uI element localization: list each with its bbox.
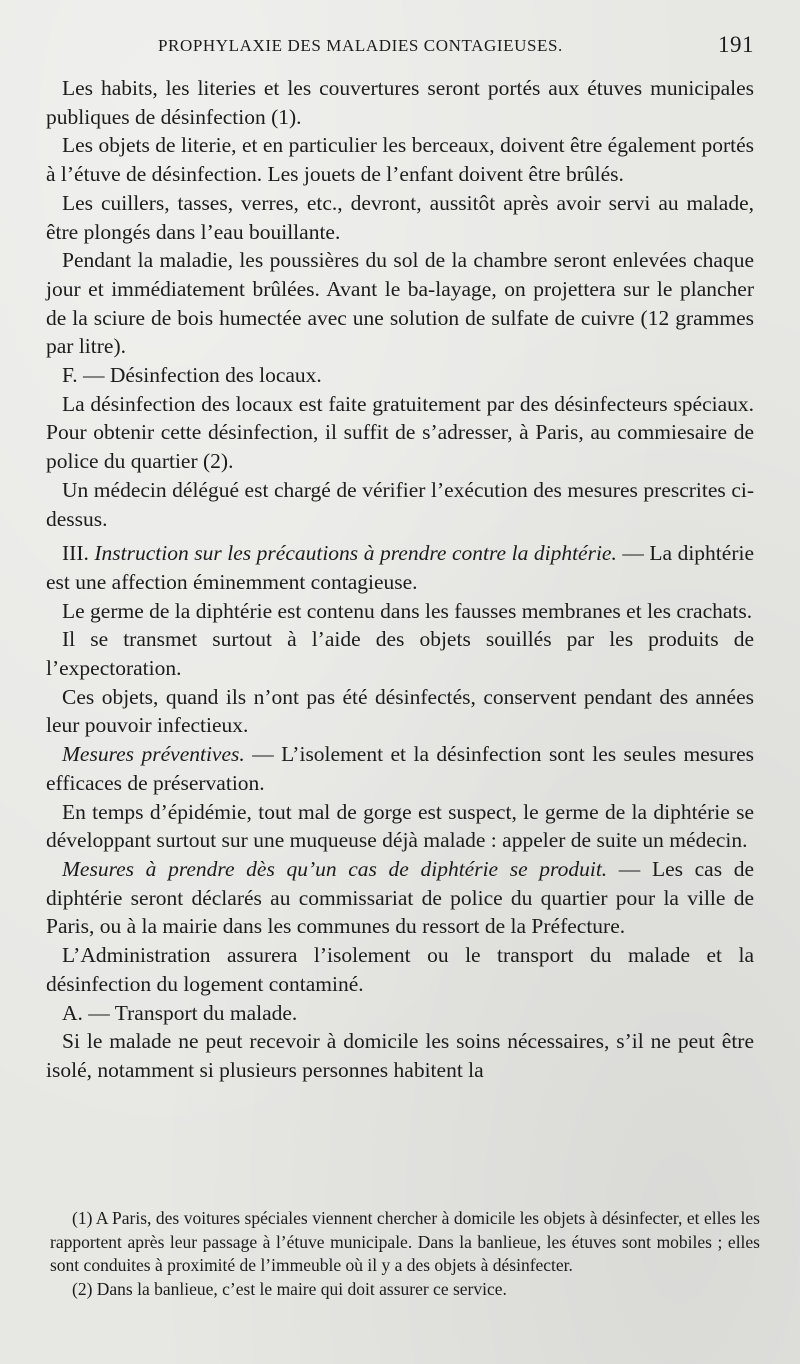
- section-title: Instruction sur les précautions à prendre contre la diphtérie.: [94, 541, 617, 566]
- paragraph: L’Administration assurera l’isolement ou le transport du malade et la désinfection du logement contaminé.: [46, 943, 754, 996]
- paragraph: Les objets de literie, et en particulier les berceaux, doivent être également portés à l’étuve de désinfection. Les jouets de l’enfant doivent être brûlés.: [46, 133, 754, 187]
- paragraph-text: — Les cas de diphtérie seront déclarés au commissariat de police du quartier pour la ville de Paris, ou à la mairie dans les communes du ressort de la Préfecture.: [46, 856, 754, 939]
- paragraph: Les cuillers, tasses, verres, etc., devront, aussitôt après avoir servi au malade, être plongés dans l’eau bouillante.: [46, 190, 754, 244]
- paragraph: La désinfection des locaux est faite gratuitement par des désinfecteurs spéciaux. Pour obtenir cette désinfection, il suffit de s’adresser, à Paris, au commiesaire de police du quartier (2).: [46, 391, 754, 474]
- subsection-heading: A. — Transport du malade.: [62, 1000, 298, 1025]
- paragraph: Ces objets, quand ils n’ont pas été désinfectés, conservent pendant des années leur pouvoir infectieux.: [46, 684, 754, 738]
- section-heading-paragraph: [46, 539, 754, 596]
- running-header: [46, 32, 754, 62]
- paragraph: [46, 855, 754, 941]
- footnotes: [50, 1207, 760, 1301]
- footnote-1: (1) A Paris, des voitures spéciales viennent chercher à domicile les objets à désinfecter, et elles les rapportent après leur passage à l’étuve municipale. Dans la banlieue, les étuves sont mobiles ; elles sont conduites à proximité de l’immeuble où il y a des objets à désinfecter.: [50, 1208, 760, 1275]
- paragraph: Si le malade ne peut recevoir à domicile les soins nécessaires, s’il ne peut être isolé, notamment si plusieurs personnes habitent la: [46, 1029, 754, 1082]
- paragraph: Pendant la maladie, les poussières du sol de la chambre seront enlevées chaque jour et immédiatement brûlées. Avant le ba-layage, on projettera sur le plancher de la sciure de bois humectée avec une solution de sulfate de cuivre (12 grammes par litre).: [46, 248, 754, 359]
- main-text: [46, 74, 754, 1085]
- footnote-2: (2) Dans la banlieue, c’est le maire qui doit assurer ce service.: [72, 1278, 507, 1299]
- paragraph: En temps d’épidémie, tout mal de gorge est suspect, le germe de la diphtérie se développant surtout sur une muqueuse déjà malade : appeler de suite un médecin.: [46, 799, 754, 853]
- paragraph-text: — L’isolement et la désinfection sont les seules mesures efficaces de préservation.: [46, 742, 754, 795]
- paragraph: [46, 740, 754, 797]
- paragraph: Un médecin délégué est chargé de vérifier l’exécution des mesures prescrites ci-dessus.: [46, 477, 754, 531]
- subsection-heading: F. — Désinfection des locaux.: [62, 363, 322, 388]
- run-in-heading: Mesures à prendre dès qu’un cas de diphtérie se produit.: [62, 856, 608, 881]
- running-title: PROPHYLAXIE DES MALADIES CONTAGIEUSES.: [158, 36, 563, 55]
- section-lead-text: — La diphtérie est une affection éminemment contagieuse.: [46, 541, 754, 594]
- paragraph: Il se transmet surtout à l’aide des objets souillés par les produits de l’expectoration.: [46, 627, 754, 681]
- paragraph: Le germe de la diphtérie est contenu dans les fausses membranes et les crachats.: [62, 598, 753, 623]
- run-in-heading: Mesures préventives.: [62, 742, 245, 767]
- page-number: 191: [718, 32, 754, 57]
- paragraph: Les habits, les literies et les couvertures seront portés aux étuves municipales publiques de désinfection (1).: [46, 76, 754, 129]
- section-number: III.: [62, 541, 95, 566]
